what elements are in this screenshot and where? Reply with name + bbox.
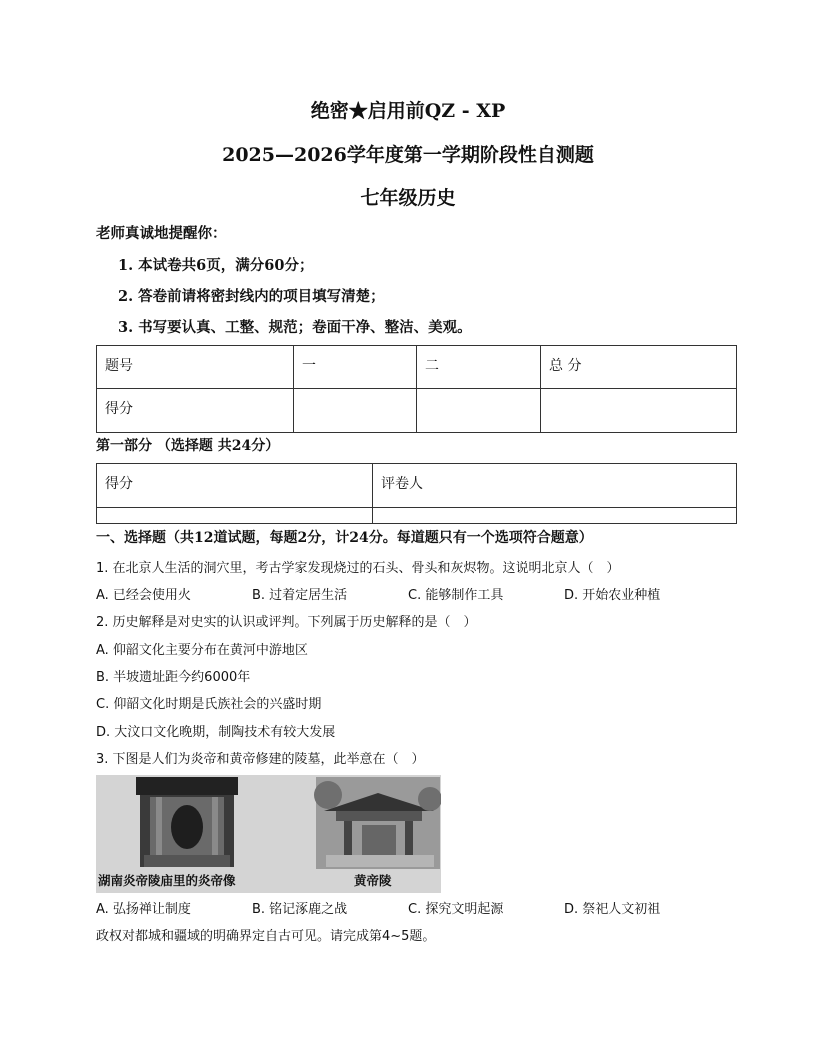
q3-image-2-caption: 黄帝陵 — [354, 873, 392, 888]
grader-name-cell[interactable] — [373, 508, 737, 524]
exam-title: 2025—2026学年度第一学期阶段性自测题 — [222, 144, 594, 166]
part1-title: 第一部分 （选择题 共24分） — [96, 438, 280, 454]
rule-3: 3. 书写要认真、工整、规范；卷面干净、整洁、美观。 — [118, 319, 472, 336]
q3-figure — [96, 775, 441, 893]
grader-table-score-label: 得分 — [97, 464, 373, 508]
question-1-stem: 1. 在北京人生活的洞穴里，考古学家发现烧过的石头、骨头和灰烬物。这说明北京人（ ） — [96, 561, 620, 576]
confidential-label: 绝密★启用前QZ - XP — [310, 100, 506, 122]
score-table-header-number: 题号 — [97, 346, 294, 389]
q2-option-a[interactable]: A. 仰韶文化主要分布在黄河中游地区 — [96, 643, 308, 658]
q2-option-d[interactable]: D. 大汶口文化晚期，制陶技术有较大发展 — [96, 725, 336, 740]
reminder-heading: 老师真诚地提醒你： — [96, 225, 227, 242]
question-2-stem: 2. 历史解释是对史实的认识或评判。下列属于历史解释的是（ ） — [96, 615, 477, 630]
grader-table-grader-label: 评卷人 — [373, 464, 737, 508]
rule-2: 2. 答卷前请将密封线内的项目填写清楚； — [118, 288, 385, 305]
rule-1: 1. 本试卷共6页，满分60分； — [118, 257, 314, 274]
score-table-header-total: 总 分 — [541, 346, 737, 389]
score-table — [96, 345, 737, 433]
q1-option-b[interactable]: B. 过着定居生活 — [252, 588, 348, 603]
grader-table — [96, 463, 737, 524]
score-table-header-part1: 一 — [294, 346, 417, 389]
q3-option-d[interactable]: D. 祭祀人文初祖 — [564, 902, 661, 917]
grader-score-cell[interactable] — [97, 508, 373, 524]
score-cell-part2[interactable] — [417, 389, 541, 433]
q1-option-c[interactable]: C. 能够制作工具 — [408, 588, 504, 603]
section-title: 一、选择题（共12道试题，每题2分，计24分。每道题只有一个选项符合题意） — [96, 530, 593, 546]
q3-option-c[interactable]: C. 探究文明起源 — [408, 902, 504, 917]
q1-option-d[interactable]: D. 开始农业种植 — [564, 588, 661, 603]
q3-option-b[interactable]: B. 铭记涿鹿之战 — [252, 902, 348, 917]
q2-option-b[interactable]: B. 半坡遗址距今约6000年 — [96, 670, 251, 685]
question-3-stem: 3. 下图是人们为炎帝和黄帝修建的陵墓，此举意在（ ） — [96, 752, 425, 767]
q3-image-1-caption: 湖南炎帝陵庙里的炎帝像 — [98, 873, 236, 888]
q1-option-a[interactable]: A. 已经会使用火 — [96, 588, 191, 603]
score-cell-total[interactable] — [541, 389, 737, 433]
score-table-row-label: 得分 — [97, 389, 294, 433]
score-table-header-part2: 二 — [417, 346, 541, 389]
q3-option-a[interactable]: A. 弘扬禅让制度 — [96, 902, 191, 917]
subject-title: 七年级历史 — [360, 187, 456, 209]
material-intro: 政权对都城和疆域的明确界定自古可见。请完成第4~5题。 — [96, 929, 436, 944]
q2-option-c[interactable]: C. 仰韶文化时期是氏族社会的兴盛时期 — [96, 697, 322, 712]
score-cell-part1[interactable] — [294, 389, 417, 433]
